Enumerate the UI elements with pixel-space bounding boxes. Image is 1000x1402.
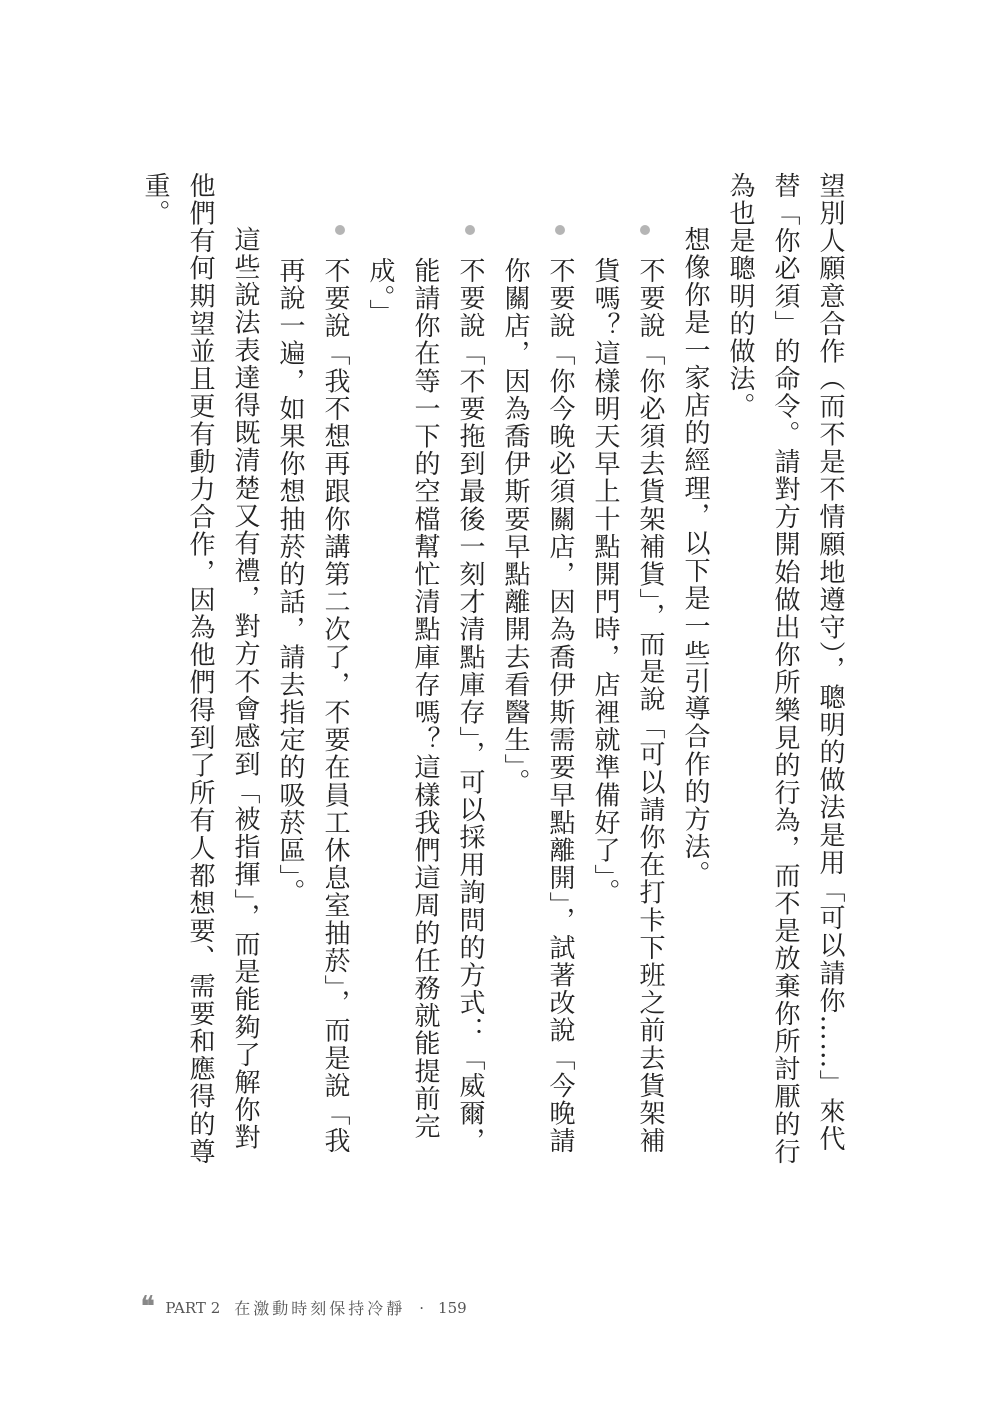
text-column: 重。 [140,172,170,228]
text-column: 望別人願意合作（而不是不情願地遵守），聰明的做法是用「可以請你……」來代 [815,172,845,1153]
text-column: 成。」 [365,257,395,327]
text-column: 貨嗎？這樣明天早上十點開門時，店裡就準備好了」。 [590,257,620,907]
text-column: 不要說「你今晚必須關店，因為喬伊斯需要早點離開」，試著改說「今晚請 [545,257,575,1155]
text-column: 不要說「不要拖到最後一刻才清點庫存」，可以採用詢問的方式：「威爾， [455,257,485,1155]
text-column: 不要說「你必須去貨架補貨」，而是說「可以請你在打卡下班之前去貨架補 [635,257,665,1155]
text-column: 他們有何期望並且更有動力合作，因為他們得到了所有人都想要、需要和應得的尊 [185,172,215,1166]
text-column: 再說一遍，如果你想抽菸的話，請去指定的吸菸區」。 [275,257,305,907]
page-footer [140,1289,467,1325]
text-column: 替「你必須」的命令。請對方開始做出你所樂見的行為，而不是放棄你所討厭的行 [770,172,800,1166]
chapter-title: 在激動時刻保持冷靜 [234,1299,406,1318]
bullet-icon [640,225,650,235]
text-column: 為也是聰明的做法。 [725,172,755,421]
quote-mark-icon: ❛❛ [140,1289,152,1325]
part-label: PART 2 [165,1298,221,1317]
text-column: 這些說法表達得既清楚又有禮，對方不會感到「被指揮」，而是能夠了解你對 [230,226,260,1152]
page-number: 159 [438,1298,467,1317]
text-column: 不要說「我不想再跟你講第二次了，不要在員工休息室抽菸」，而是說「我 [320,257,350,1155]
text-column: 想像你是一家店的經理，以下是一些引導合作的方法。 [680,226,710,889]
bullet-icon [465,225,475,235]
text-column: 能請你在等一下的空檔幫忙清點庫存嗎？這樣我們這周的任務就能提前完 [410,257,440,1141]
bullet-icon [335,225,345,235]
separator: · [419,1298,425,1317]
text-column: 你關店，因為喬伊斯要早點離開去看醫生」。 [500,257,530,796]
bullet-icon [555,225,565,235]
